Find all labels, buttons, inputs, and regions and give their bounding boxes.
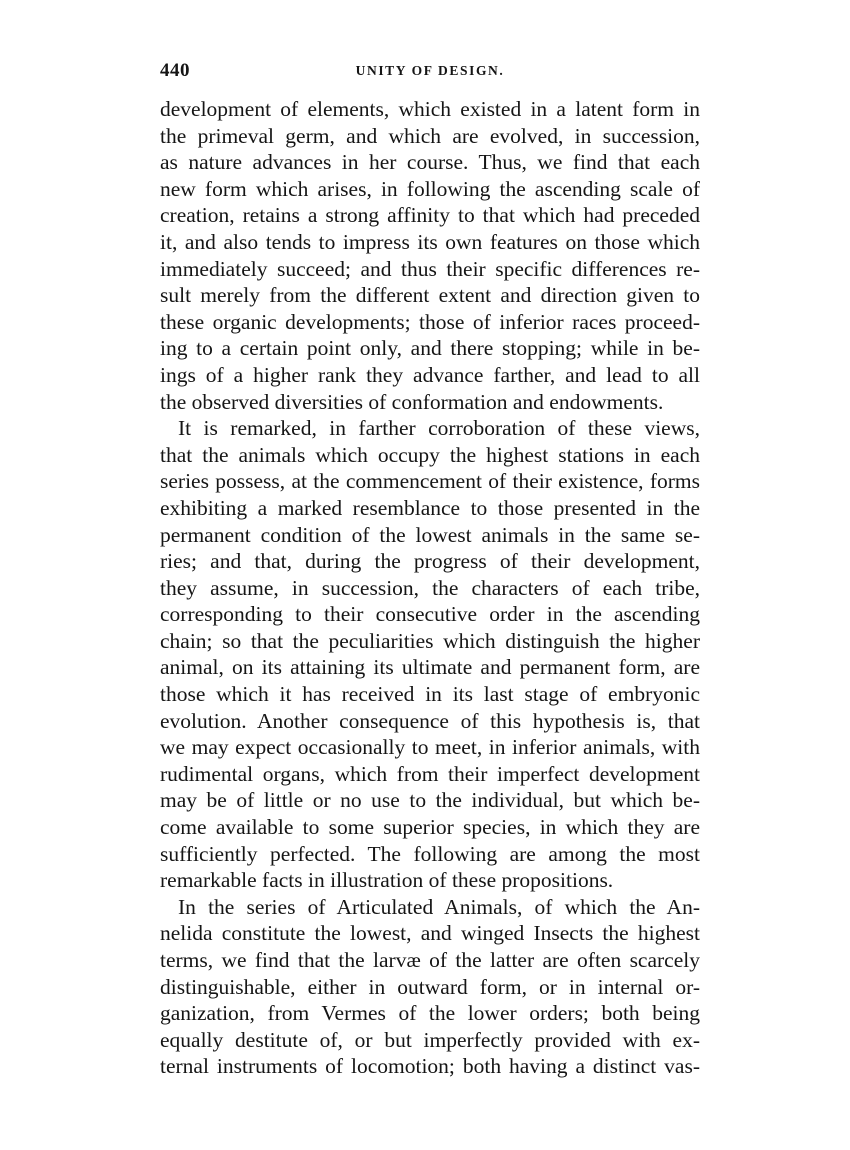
- text-line: those which it has received in its last stage of embryonic: [160, 682, 700, 707]
- text-line: the primeval germ, and which are evolved, in succession,: [160, 123, 700, 148]
- text-line: immediately succeed; and thus their specific differences re-: [160, 256, 700, 281]
- text-line: nelida constitute the lowest, and winged Insects the highest: [160, 921, 700, 946]
- text-line: sult merely from the different extent and direction given to: [160, 283, 700, 308]
- text-line: creation, retains a strong affinity to that which had preceded: [160, 203, 700, 228]
- text-line: animal, on its attaining its ultimate and permanent form, are: [160, 655, 700, 680]
- text-line: corresponding to their consecutive order in the ascending: [160, 602, 700, 627]
- text-line: as nature advances in her course. Thus, we find that each: [160, 150, 700, 175]
- text-line: terms, we find that the larvæ of the latter are often scarcely: [160, 948, 700, 972]
- text-line: these organic developments; those of inferior races proceed-: [160, 309, 700, 334]
- text-line: ries; and that, during the progress of their development,: [160, 549, 700, 574]
- text-line: new form which arises, in following the ascending scale of: [160, 176, 700, 201]
- text-line: we may expect occasionally to meet, in inferior animals, with: [160, 735, 700, 760]
- text-line: they assume, in succession, the characters of each tribe,: [160, 575, 700, 600]
- text-line: that the animals which occupy the highest stations in each: [160, 442, 700, 467]
- text-line: exhibiting a marked resemblance to those presented in the: [160, 495, 700, 520]
- running-title: UNITY OF DESIGN.: [355, 63, 505, 78]
- text-line: come available to some superior species, in which they are: [160, 815, 700, 840]
- text-line: may be of little or no use to the individual, but which be-: [160, 788, 700, 813]
- text-line: development of elements, which existed in a latent form in: [160, 97, 700, 121]
- text-line: rudimental organs, which from their imperfect development: [160, 761, 700, 786]
- text-line: ganization, from Vermes of the lower orders; both being: [160, 1001, 700, 1026]
- text-line: In the series of Articulated Animals, of which the An-: [178, 894, 700, 919]
- text-line: it, and also tends to impress its own features on those which: [160, 229, 700, 254]
- text-line: series possess, at the commencement of their existence, forms: [160, 469, 700, 494]
- text-line: equally destitute of, or but imperfectly provided with ex-: [160, 1027, 700, 1052]
- running-head: [160, 60, 700, 84]
- text-line: remarkable facts in illustration of these propositions.: [160, 868, 614, 893]
- text-line: distinguishable, either in outward form, or in internal or-: [160, 974, 700, 999]
- text-line: chain; so that the peculiarities which distinguish the higher: [160, 628, 700, 653]
- body-text: [160, 96, 700, 1080]
- text-line: ings of a higher rank they advance farther, and lead to all: [160, 362, 700, 387]
- text-line: permanent condition of the lowest animals in the same se-: [160, 522, 700, 547]
- text-line: sufficiently perfected. The following are among the most: [160, 841, 700, 866]
- text-line: ing to a certain point only, and there stopping; while in be-: [160, 336, 700, 361]
- page-number: 440: [160, 60, 190, 81]
- text-line: evolution. Another consequence of this hypothesis is, that: [160, 708, 700, 733]
- text-line: It is remarked, in farther corroboration of these views,: [178, 416, 700, 441]
- text-line: ternal instruments of locomotion; both having a distinct vas-: [160, 1054, 700, 1079]
- text-line: the observed diversities of conformation and endowments.: [160, 389, 664, 414]
